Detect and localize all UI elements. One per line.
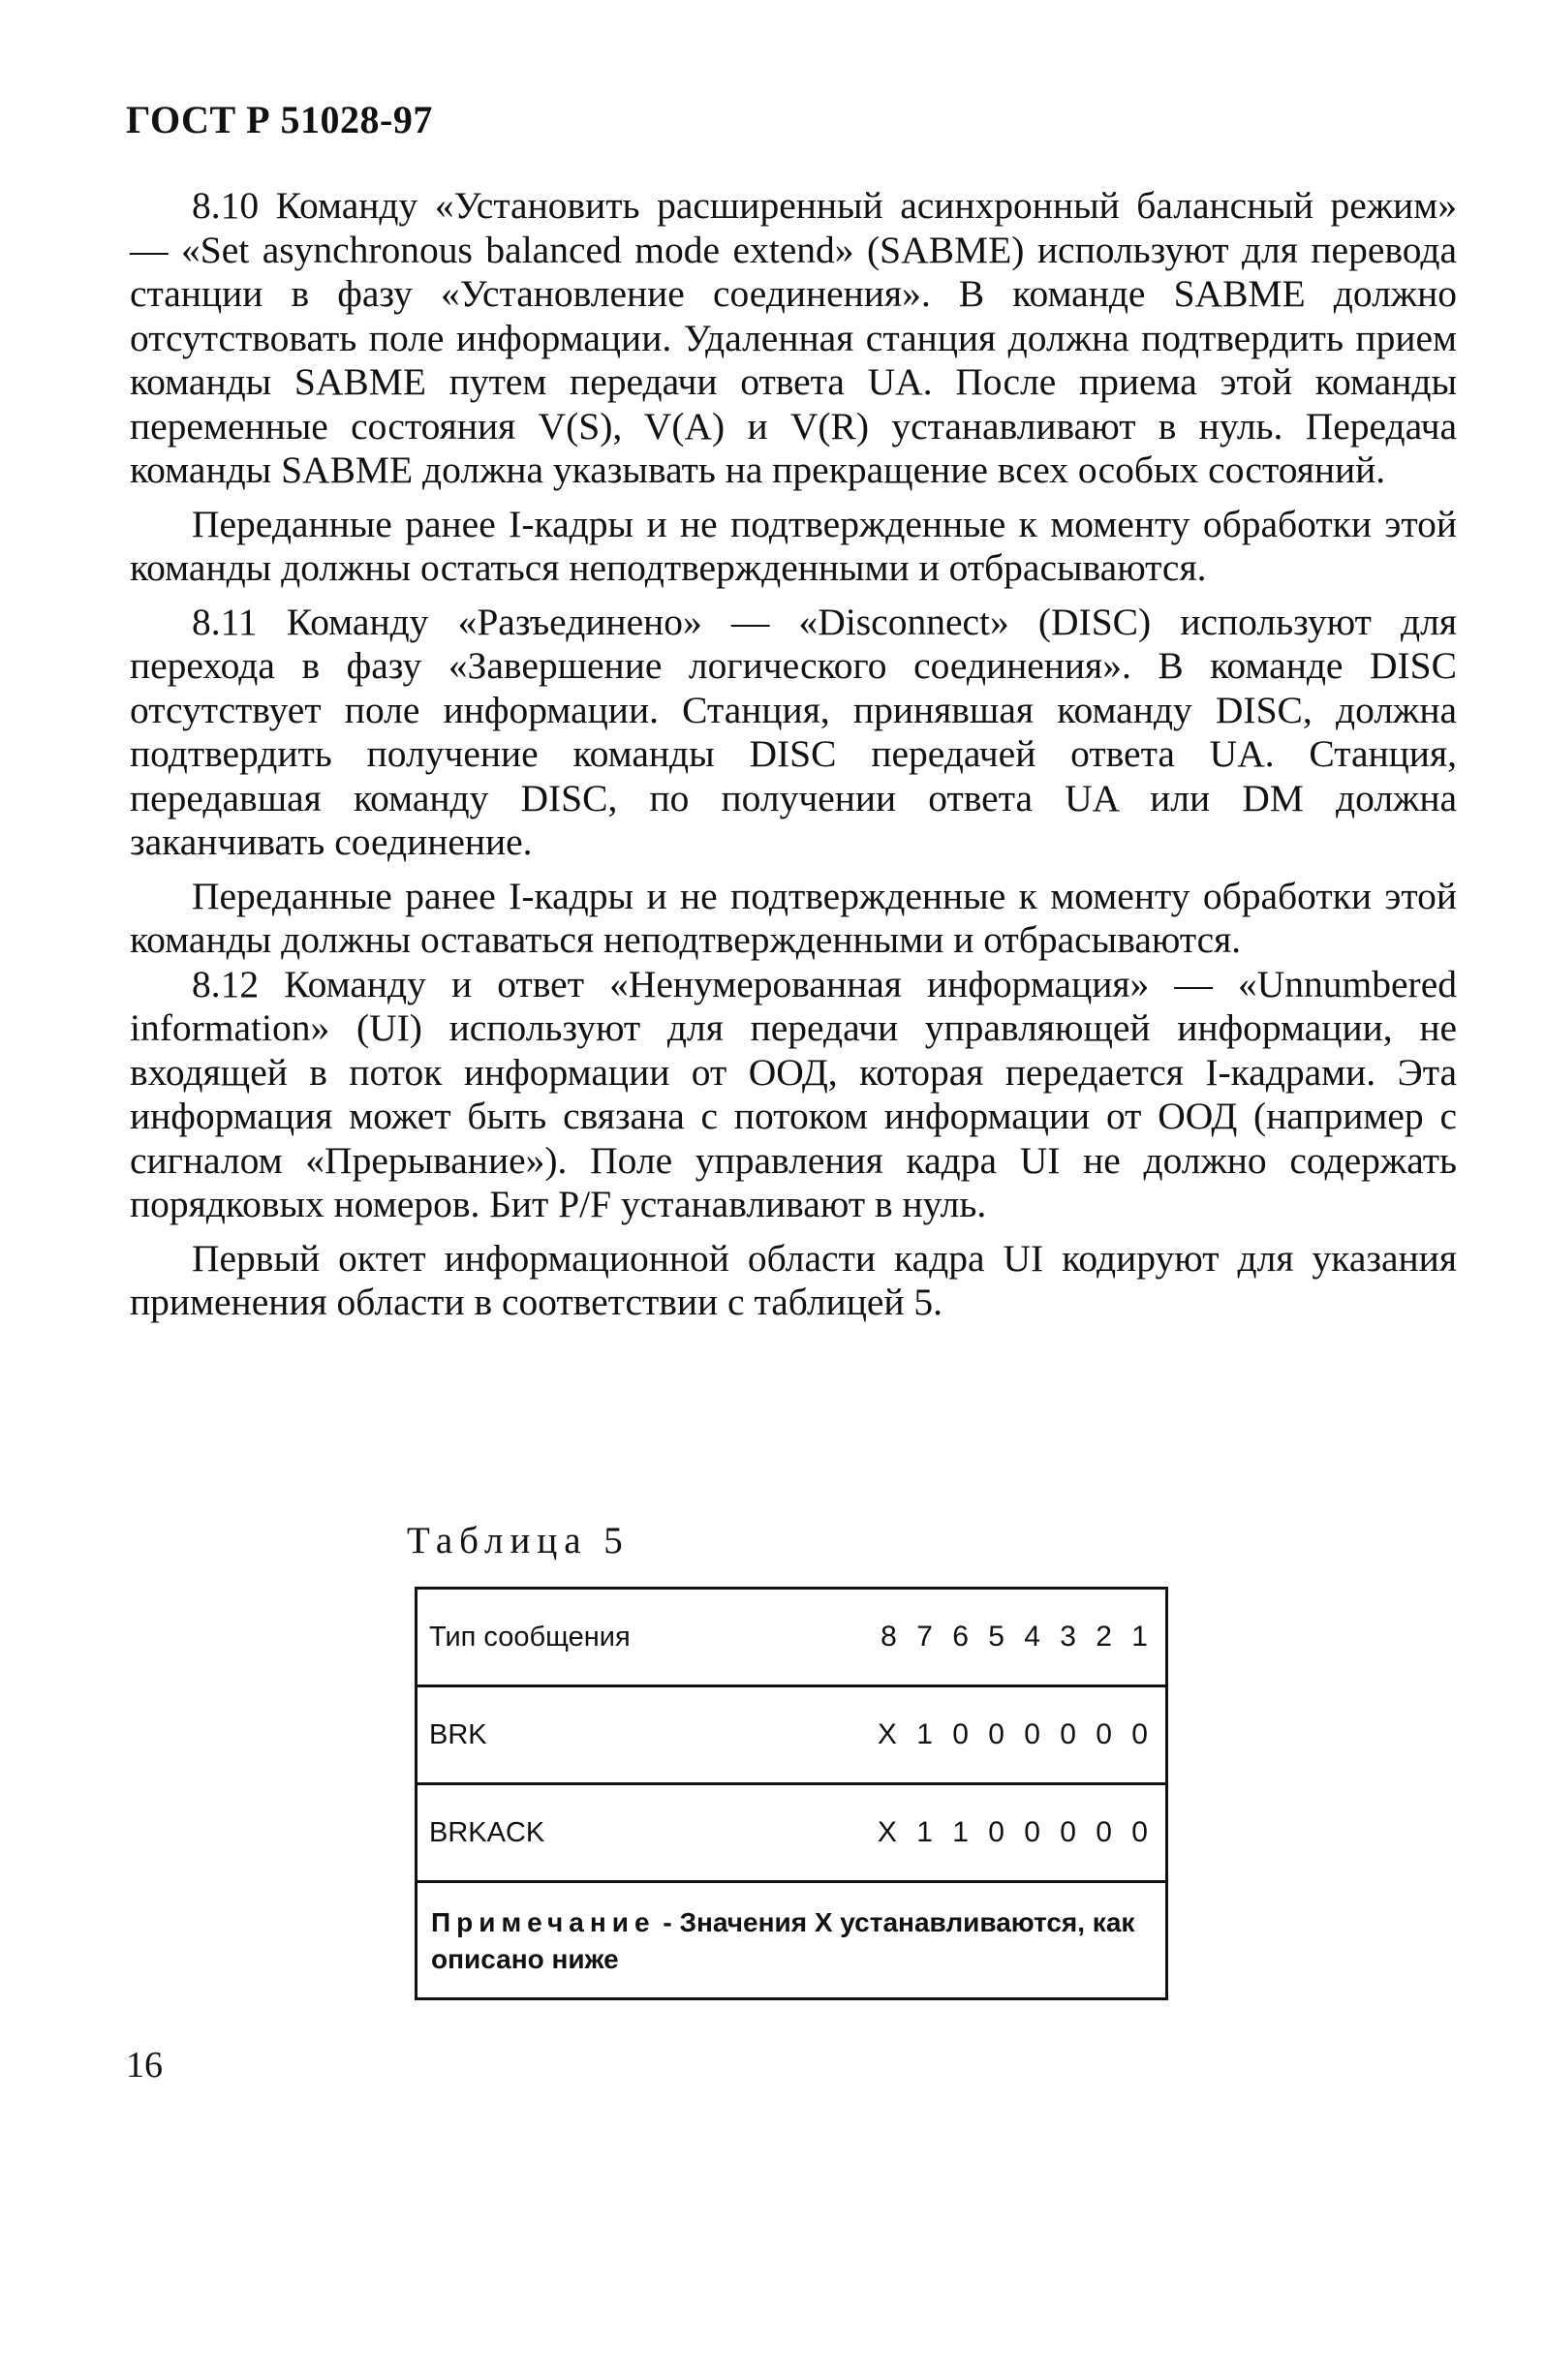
table-header-bits: 8 7 6 5 4 3 2 1 (881, 1621, 1154, 1653)
page-number: 16 (126, 2045, 163, 2086)
table-cell-bits: X 1 0 0 0 0 0 0 (877, 1718, 1154, 1750)
table-cell-bits: X 1 1 0 0 0 0 0 (877, 1816, 1154, 1848)
paragraph-8-11: 8.11 Команду «Разъединено» — «Disconnect» (DISC) используют для перехода в фазу «Завершение логического соединения». В команде DISC отсутствует поле информации. Станция, принявшая команду DISC, должна подтвердить получение команды DISC передачей ответа UA. Станция, передавшая команду DISC, по получении ответа UA или DM должна заканчивать соединение. (130, 600, 1457, 863)
table-5 (415, 1587, 1168, 2000)
paragraph-8-11-continued: Переданные ранее I-кадры и не подтвержденные к моменту обработки этой команды должны оставаться неподтвержденными и отбрасываются. (130, 874, 1457, 961)
paragraph-8-12-continued: Первый октет информационной области кадра UI кодируют для указания применения области в соответствии с таблицей 5. (130, 1236, 1457, 1323)
paragraph-8-10-continued: Переданные ранее I-кадры и не подтвержденные к моменту обработки этой команды должны остаться неподтвержденными и отбрасываются. (130, 502, 1457, 589)
document-body (130, 184, 1457, 1335)
table-cell-type: BRKACK (429, 1816, 545, 1848)
table-note (417, 1883, 1165, 1997)
table-caption: Таблица 5 (407, 1520, 630, 1561)
table-note-label: Примечание (431, 1907, 656, 1937)
table-row (417, 1785, 1165, 1883)
paragraph-8-10: 8.10 Команду «Установить расширенный асинхронный балансный режим» — «Set asynchronous balanced mode extend» (SABME) используют для перевода станции в фазу «Установление соединения». В команде SABME должно отсутствовать поле информации. Удаленная станция должна подтвердить прием команды SABME путем передачи ответа UA. После приема этой команды переменные состояния V(S), V(A) и V(R) устанавливают в нуль. Передача команды SABME должна указывать на прекращение всех особых состояний. (130, 184, 1457, 491)
table-header-type: Тип сообщения (429, 1621, 631, 1653)
table-header-row (417, 1590, 1165, 1687)
table-cell-type: BRK (429, 1718, 487, 1750)
document-header: ГОСТ Р 51028-97 (126, 98, 433, 141)
table-note-text: - Значения X устанавливаются, как описано ниже (431, 1907, 1135, 1974)
paragraph-8-12: 8.12 Команду и ответ «Ненумерованная информация» — «Unnumbered information» (UI) используют для передачи управляющей информации, не входящей в поток информации от ООД, которая передается I-кадрами. Эта информация может быть связана с потоком информации от ООД (например с сигналом «Прерывание»). Поле управления кадра UI не должно содержать порядковых номеров. Бит P/F устанавливают в нуль. (130, 962, 1457, 1225)
table-row (417, 1687, 1165, 1785)
